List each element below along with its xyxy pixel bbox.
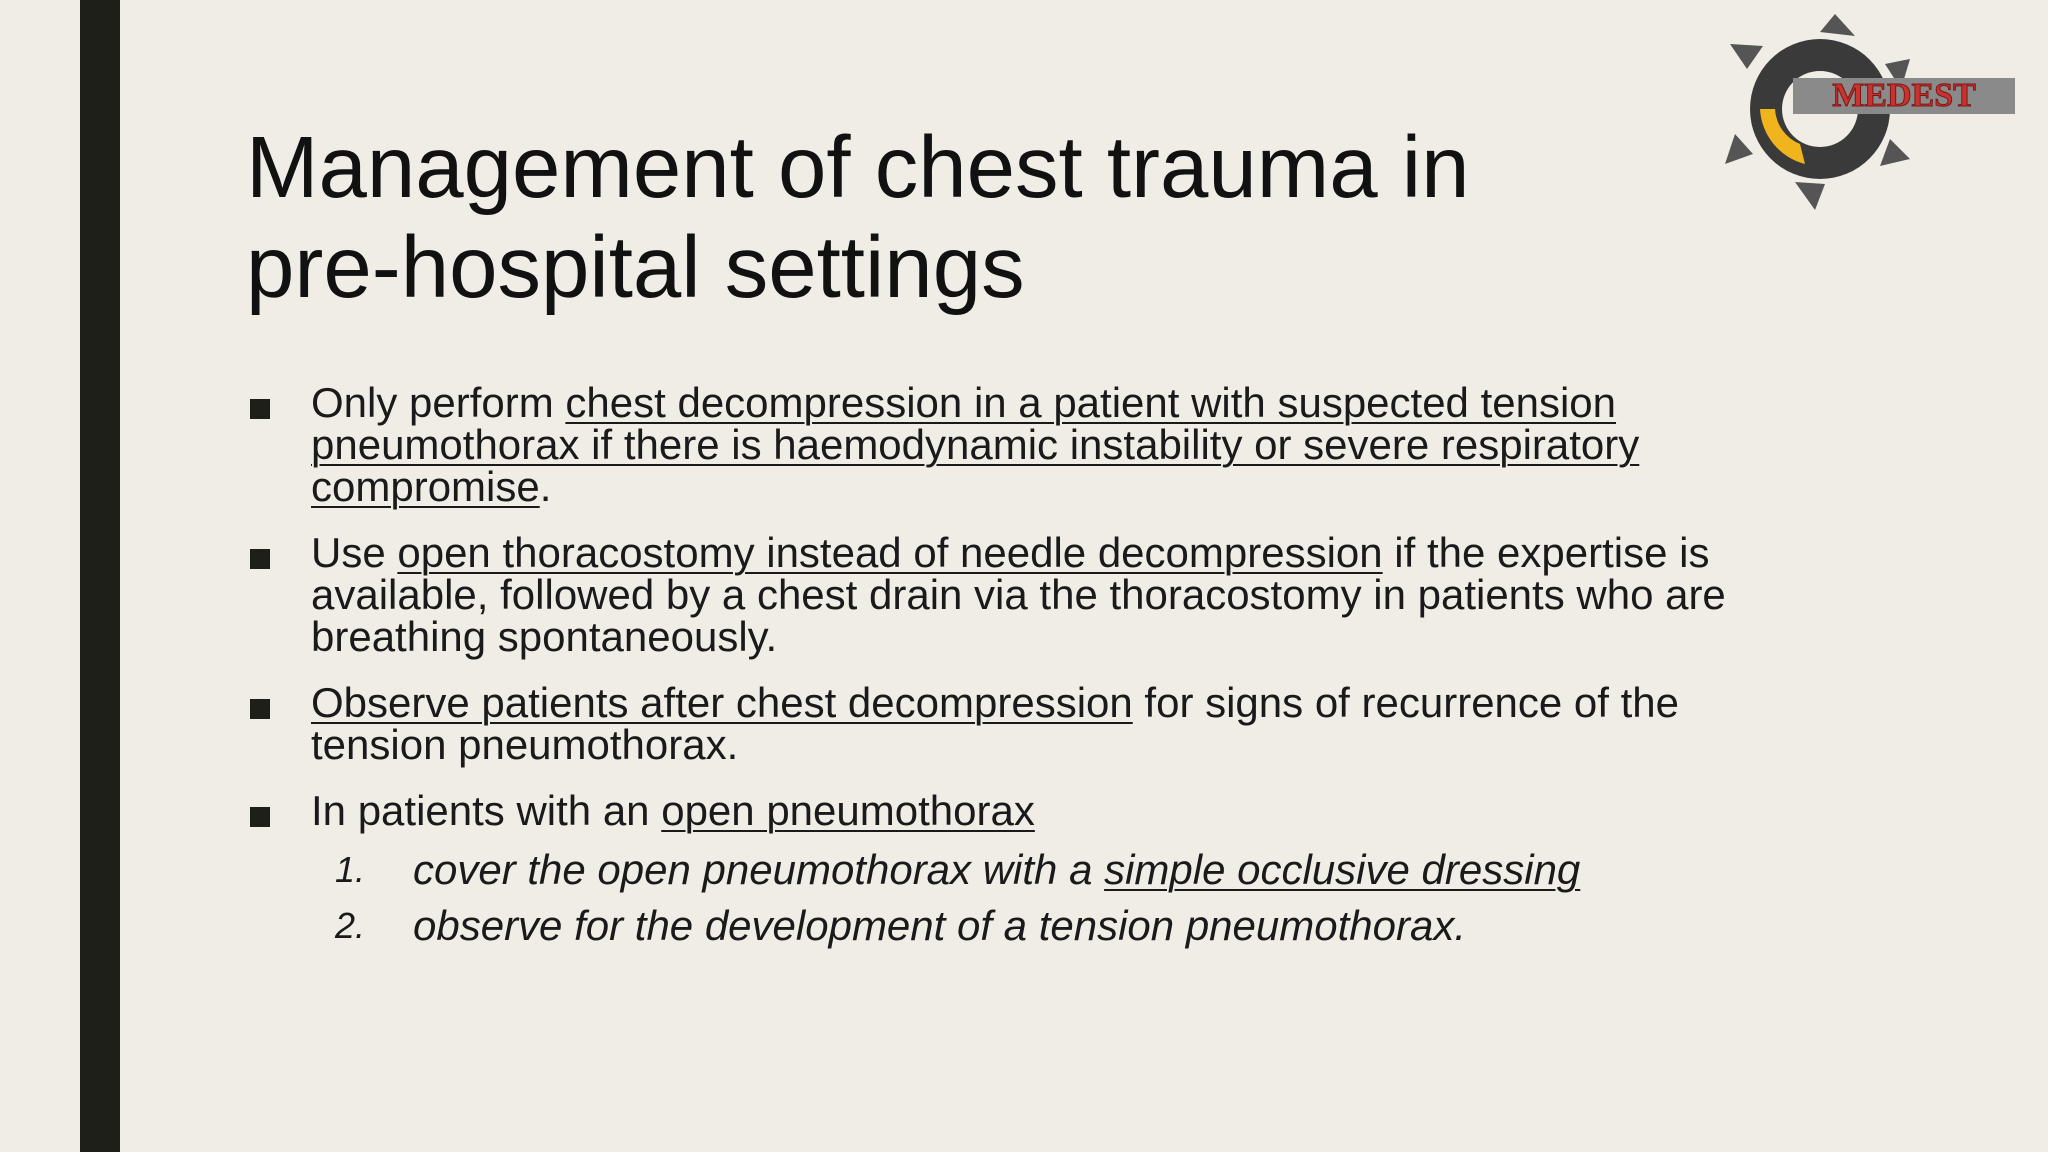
title-line-2: pre-hospital settings bbox=[246, 219, 1025, 316]
bullet-text: if the expertise is bbox=[1382, 529, 1710, 576]
sublist-text: cover the open pneumothorax with a bbox=[413, 846, 1105, 893]
bullet-emphasis: chest decompression in a patient with suspected tension bbox=[565, 379, 1617, 426]
bullet-text: for signs of recurrence of the bbox=[1132, 679, 1680, 726]
bullet-line bbox=[311, 679, 1806, 726]
bullet-emphasis: compromise bbox=[311, 463, 540, 510]
bullet-line: tension pneumothorax. bbox=[311, 721, 739, 768]
slide-title bbox=[246, 118, 1646, 318]
medest-logo bbox=[1705, 14, 2015, 210]
square-bullet-icon bbox=[250, 399, 270, 419]
sublist-number: 1. bbox=[335, 849, 366, 890]
square-bullet-icon bbox=[250, 699, 270, 719]
bullet-line: breathing spontaneously. bbox=[311, 613, 778, 660]
bullet-item bbox=[246, 787, 1806, 954]
bullet-text: Only perform bbox=[311, 379, 566, 426]
sublist-emphasis: simple occlusive dressing bbox=[1104, 846, 1581, 893]
bullet-item bbox=[246, 379, 1806, 510]
bullet-text: . bbox=[539, 463, 552, 510]
numbered-sublist bbox=[311, 842, 1806, 954]
logo-text: MEDEST bbox=[1832, 77, 1976, 114]
bullet-emphasis: open pneumothorax bbox=[661, 787, 1035, 834]
bullet-line bbox=[311, 529, 1806, 576]
bullet-line bbox=[311, 421, 1806, 468]
bullet-line bbox=[311, 463, 1806, 510]
bullet-item bbox=[246, 679, 1806, 768]
sublist-item bbox=[311, 898, 1806, 954]
bullet-emphasis: open thoracostomy instead of needle decompression bbox=[397, 529, 1383, 576]
bullet-line bbox=[311, 787, 1806, 834]
sublist-text: observe for the development of a tension pneumothorax. bbox=[413, 902, 1466, 949]
bullet-list bbox=[246, 379, 1806, 978]
bullet-emphasis: Observe patients after chest decompression bbox=[311, 679, 1133, 726]
square-bullet-icon bbox=[250, 807, 270, 827]
bullet-line bbox=[311, 379, 1806, 426]
sublist-number: 2. bbox=[335, 905, 366, 946]
title-line-1: Management of chest trauma in bbox=[246, 119, 1470, 216]
bullet-text: In patients with an bbox=[311, 787, 662, 834]
sublist-item bbox=[311, 842, 1806, 898]
bullet-item bbox=[246, 529, 1806, 660]
square-bullet-icon bbox=[250, 549, 270, 569]
side-accent-bar bbox=[80, 0, 120, 1152]
bullet-line: available, followed by a chest drain via the thoracostomy in patients who are bbox=[311, 571, 1726, 618]
bullet-emphasis: pneumothorax if there is haemodynamic instability or severe respiratory bbox=[311, 421, 1640, 468]
bullet-text: Use bbox=[311, 529, 398, 576]
